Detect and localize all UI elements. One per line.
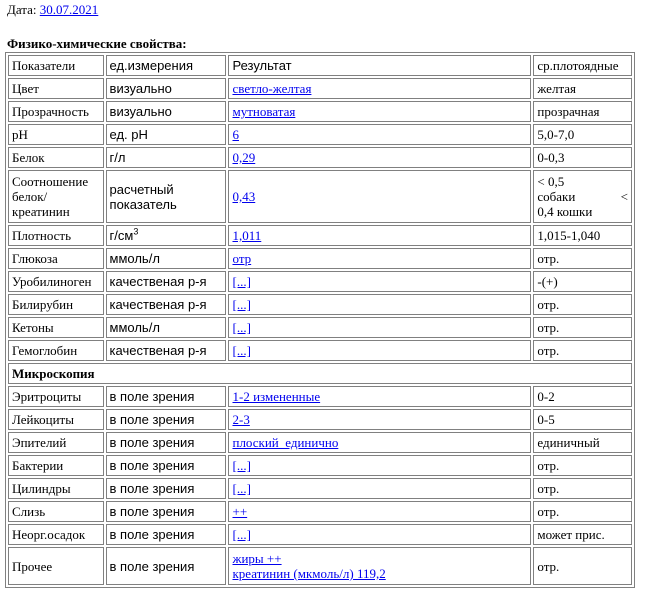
norm-cell: единичный [533, 432, 632, 453]
indicator-cell: Глюкоза [8, 248, 104, 269]
result-cell [228, 271, 531, 292]
indicator-cell: Слизь [8, 501, 104, 522]
unit-cell: визуально [106, 101, 227, 122]
table-row [8, 271, 632, 292]
table-row [8, 501, 632, 522]
result-cell [228, 317, 531, 338]
norm-cell: отр. [533, 501, 632, 522]
result-link[interactable]: [...] [232, 481, 251, 496]
unit-cell: в поле зрения [106, 386, 227, 407]
norm-line: < 0,5 [537, 174, 565, 189]
unit-cell: в поле зрения [106, 478, 227, 499]
result-cell [228, 101, 531, 122]
indicator-cell: Белок [8, 147, 104, 168]
result-link[interactable]: плоский единично [232, 435, 339, 450]
unit-base: г/см [109, 228, 134, 243]
result-cell [228, 524, 531, 545]
norm-cell: отр. [533, 294, 632, 315]
table-row [8, 294, 632, 315]
indicator-cell: Уробилиноген [8, 271, 104, 292]
table-row [8, 340, 632, 361]
results-table [5, 52, 635, 588]
norm-cell: отр. [533, 248, 632, 269]
table-row [8, 248, 632, 269]
table-row [8, 101, 632, 122]
result-link[interactable]: 0,43 [232, 189, 256, 204]
result-link[interactable]: жиры ++ [232, 551, 282, 566]
indicator-cell: Цилиндры [8, 478, 104, 499]
norm-cell: 5,0-7,0 [533, 124, 632, 145]
result-cell [228, 455, 531, 476]
result-cell [228, 294, 531, 315]
indicator-cell: Лейкоциты [8, 409, 104, 430]
result-link[interactable]: 1,011 [232, 228, 262, 243]
table-row [8, 547, 632, 585]
result-cell [228, 386, 531, 407]
result-cell [228, 170, 531, 223]
result-cell [228, 248, 531, 269]
result-cell [228, 147, 531, 168]
norm-cell: отр. [533, 340, 632, 361]
result-link[interactable]: [...] [232, 458, 251, 473]
indicator-cell: Эритроциты [8, 386, 104, 407]
unit-cell: качественая р-я [106, 294, 227, 315]
result-cell [228, 225, 531, 246]
table-row [8, 124, 632, 145]
result-cell [228, 547, 531, 585]
result-link[interactable]: креатинин (мкмоль/л) 119,2 [232, 566, 386, 581]
indicator-cell: Прозрачность [8, 101, 104, 122]
table-row [8, 147, 632, 168]
indicator-cell: Прочее [8, 547, 104, 585]
date-line [7, 2, 98, 18]
indicator-cell: Соотношение белок/ креатинин [8, 170, 104, 223]
unit-cell: качественая р-я [106, 271, 227, 292]
result-link[interactable]: ++ [232, 504, 248, 519]
header-norm: ср.плотоядные [533, 55, 632, 76]
result-link[interactable]: [...] [232, 297, 251, 312]
result-cell [228, 478, 531, 499]
table-row [8, 170, 632, 223]
section-title: Физико-химические свойства: [7, 36, 187, 51]
table-row [8, 524, 632, 545]
result-link[interactable]: отр [232, 251, 252, 266]
header-result: Результат [228, 55, 531, 76]
result-cell [228, 124, 531, 145]
norm-cell: может прис. [533, 524, 632, 545]
norm-line: 0,4 кошки [537, 204, 593, 219]
norm-cell: 0-0,3 [533, 147, 632, 168]
table-row [8, 386, 632, 407]
date-link[interactable]: 30.07.2021 [39, 2, 99, 17]
indicator-cell: Бактерии [8, 455, 104, 476]
indicator-cell: Эпителий [8, 432, 104, 453]
table-row [8, 478, 632, 499]
norm-sign: < [620, 189, 628, 204]
table-row [8, 409, 632, 430]
indicator-cell: pH [8, 124, 104, 145]
header-indicator: Показатели [8, 55, 104, 76]
norm-cell: отр. [533, 478, 632, 499]
unit-cell: ммоль/л [106, 248, 227, 269]
result-cell [228, 78, 531, 99]
result-link[interactable]: [...] [232, 527, 251, 542]
norm-cell: 0-2 [533, 386, 632, 407]
result-link[interactable]: светло-желтая [232, 81, 312, 96]
unit-cell: расчетный показатель [106, 170, 227, 223]
norm-cell: отр. [533, 547, 632, 585]
result-cell [228, 432, 531, 453]
unit-cell: ммоль/л [106, 317, 227, 338]
table-row [8, 225, 632, 246]
result-link[interactable]: [...] [232, 274, 251, 289]
table-row [8, 317, 632, 338]
unit-cell: в поле зрения [106, 455, 227, 476]
norm-cell: -(+) [533, 271, 632, 292]
unit-cell: ед. pH [106, 124, 227, 145]
indicator-cell: Билирубин [8, 294, 104, 315]
result-link[interactable]: [...] [232, 343, 251, 358]
norm-cell: желтая [533, 78, 632, 99]
norm-species: собаки [537, 189, 576, 204]
indicator-cell: Плотность [8, 225, 104, 246]
unit-cell: в поле зрения [106, 501, 227, 522]
unit-cell: в поле зрения [106, 409, 227, 430]
unit-cell [106, 225, 227, 246]
indicator-cell: Неорг.осадок [8, 524, 104, 545]
norm-cell [533, 170, 632, 223]
result-cell [228, 501, 531, 522]
unit-cell: в поле зрения [106, 432, 227, 453]
norm-cell: отр. [533, 455, 632, 476]
date-label: Дата: [7, 2, 37, 17]
unit-cell: визуально [106, 78, 227, 99]
indicator-cell: Гемоглобин [8, 340, 104, 361]
unit-cell: г/л [106, 147, 227, 168]
table-header-row [8, 55, 632, 76]
norm-line [537, 189, 628, 204]
norm-cell: 0-5 [533, 409, 632, 430]
unit-cell: в поле зрения [106, 547, 227, 585]
result-link[interactable]: 2-3 [232, 412, 250, 427]
result-cell [228, 340, 531, 361]
header-unit: ед.измерения [106, 55, 227, 76]
result-cell [228, 409, 531, 430]
table-row [8, 78, 632, 99]
unit-cell: в поле зрения [106, 524, 227, 545]
unit-superscript: 3 [133, 226, 139, 237]
norm-cell: прозрачная [533, 101, 632, 122]
norm-cell: 1,015-1,040 [533, 225, 632, 246]
result-link[interactable]: 1-2 измененные [232, 389, 321, 404]
result-link[interactable]: [...] [232, 320, 251, 335]
indicator-cell: Кетоны [8, 317, 104, 338]
microscopy-section-row [8, 363, 632, 384]
unit-cell: качественая р-я [106, 340, 227, 361]
microscopy-heading: Микроскопия [8, 363, 632, 384]
table-row [8, 432, 632, 453]
table-row [8, 455, 632, 476]
indicator-cell: Цвет [8, 78, 104, 99]
norm-cell: отр. [533, 317, 632, 338]
result-link[interactable]: мутноватая [232, 104, 296, 119]
result-link[interactable]: 0,29 [232, 150, 256, 165]
result-link[interactable]: 6 [232, 127, 239, 142]
